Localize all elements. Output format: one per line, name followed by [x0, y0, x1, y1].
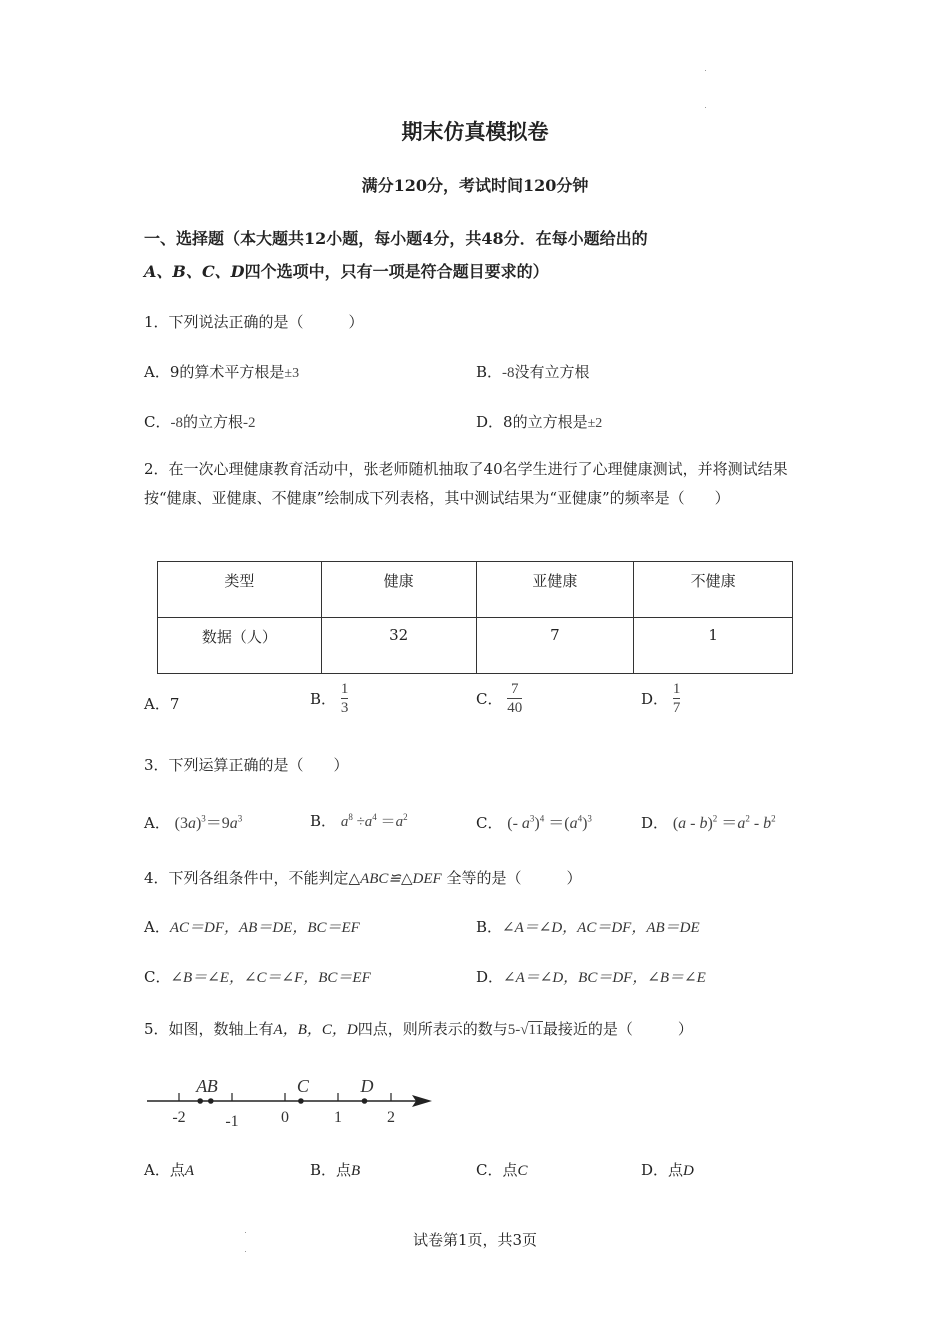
table-cell: 1	[634, 618, 793, 674]
option-label: C．	[476, 814, 503, 832]
section-heading-rest: 四个选项中，只有一项是符合题目要求的）	[244, 262, 549, 281]
q4-option-b	[476, 916, 700, 937]
q4-option-c	[144, 966, 371, 987]
q1-option-d	[476, 411, 602, 432]
q5-option-d	[641, 1159, 694, 1180]
numerator: 1	[672, 681, 681, 697]
q2-option-c	[476, 680, 522, 717]
option-math: $(3a)^3=9a^3$	[174, 813, 243, 832]
q3-stem: 3．下列运算正确的是（ ）	[144, 756, 349, 774]
option-text: 点	[668, 1161, 684, 1179]
option-point: A	[184, 1163, 195, 1179]
axis-tick-label: 1	[334, 1109, 342, 1126]
table-header-cell: 不健康	[634, 562, 793, 618]
option-label: C．	[476, 1161, 503, 1179]
table-header-cell: 类型	[158, 562, 322, 618]
scan-mark	[705, 107, 706, 108]
table-header-cell: 亚健康	[476, 562, 634, 618]
q2-option-b	[310, 680, 348, 717]
option-label: A．	[144, 695, 170, 713]
page-title: 期末仿真模拟卷	[401, 119, 549, 144]
section-heading-line1: 一、选择题（本大题共12小题，每小题4分，共48分．在每小题给出的	[144, 229, 648, 248]
q1-stem: 1．下列说法正确的是（ ）	[144, 313, 364, 331]
q2-option-a	[144, 693, 179, 714]
stem-math: 11	[528, 1022, 543, 1038]
stem-text: 四点，则所表示的数与	[357, 1020, 508, 1038]
q2-data-table	[157, 561, 793, 674]
option-label: B．	[310, 690, 337, 708]
axis-tick-label: 0	[281, 1109, 289, 1126]
option-math: ±3	[284, 366, 300, 381]
q1-option-a	[144, 361, 299, 382]
point-label-a: A	[196, 1076, 208, 1096]
axis-tick-label: -1	[225, 1113, 239, 1130]
point-a	[197, 1098, 203, 1104]
scan-mark	[245, 1251, 246, 1252]
option-label: A．	[144, 363, 170, 381]
q4-stem	[144, 867, 581, 888]
option-math: $(a - b)^2 =a^2 - b^2$	[672, 813, 776, 832]
stem-text: 4．下列各组条件中，不能判定△	[144, 869, 361, 887]
stem-math: ABC≌△DEF	[360, 871, 442, 887]
option-text: 8的立方根是	[503, 413, 588, 431]
option-math: AC＝DF，AB＝DE，BC＝EF	[169, 920, 360, 936]
option-label: D．	[476, 413, 504, 431]
table-cell: 32	[321, 618, 476, 674]
option-label: A．	[144, 918, 170, 936]
sqrt-symbol: √	[520, 1022, 529, 1038]
q5-stem	[144, 1018, 693, 1039]
point-label-b: B	[206, 1076, 218, 1096]
axis-ticks	[172, 1093, 395, 1130]
q3-option-c	[476, 810, 592, 833]
table-cell: 7	[476, 618, 634, 674]
option-point: C	[517, 1163, 528, 1179]
stem-text: 最接近的是（ ）	[542, 1020, 693, 1038]
option-label: C．	[144, 413, 171, 431]
q5-option-a	[144, 1159, 194, 1180]
point-label-c: C	[296, 1076, 309, 1096]
option-math: ±2	[587, 416, 603, 431]
option-math: ∠A＝∠D，AC＝DF，AB＝DE	[502, 920, 700, 936]
option-label: C．	[476, 690, 503, 708]
option-label: B．	[476, 363, 503, 381]
option-math: (- $a^3)^4 =(a^4)^3$	[507, 813, 592, 832]
denominator: 40	[507, 700, 523, 716]
q4-option-a	[144, 916, 360, 937]
point-d	[362, 1098, 368, 1104]
q1-option-c	[144, 411, 256, 432]
option-math: ∠A＝∠D，BC＝DF，∠B＝∠E	[503, 970, 706, 986]
option-text: 9的算术平方根是	[169, 363, 285, 381]
option-math: -8	[170, 415, 183, 431]
q3-option-d	[641, 810, 776, 833]
option-label: A．	[144, 814, 170, 832]
axis-points	[195, 1076, 373, 1104]
option-math: $a^8 \div a^4 =a^2$	[340, 812, 408, 830]
table-cell: 数据（人）	[158, 618, 322, 674]
fraction	[507, 680, 522, 717]
option-text: 没有立方根	[514, 363, 590, 381]
q5-option-b	[310, 1159, 360, 1180]
option-text: 的立方根	[182, 413, 243, 431]
numerator: 1	[340, 681, 349, 697]
q3-option-a	[144, 810, 242, 833]
option-math: -8	[502, 365, 515, 381]
table-header-row	[158, 562, 793, 618]
q4-option-d	[476, 966, 706, 987]
option-point: B	[351, 1163, 361, 1179]
table-header-cell: 健康	[321, 562, 476, 618]
section-heading-line2	[144, 259, 549, 282]
option-text: 点	[169, 1161, 185, 1179]
option-label: C．	[144, 968, 171, 986]
fraction	[341, 680, 349, 717]
point-c	[298, 1098, 304, 1104]
table-row	[158, 618, 793, 674]
fraction	[673, 680, 681, 717]
option-text: 点	[336, 1161, 352, 1179]
option-label: D．	[641, 814, 669, 832]
option-label: D．	[641, 690, 669, 708]
q2-option-d	[641, 680, 680, 717]
option-point: D	[683, 1163, 694, 1179]
page-subtitle: 满分120分，考试时间120分钟	[361, 176, 589, 195]
option-label: D．	[641, 1161, 669, 1179]
axis-tick-label: 2	[387, 1109, 395, 1126]
option-text: 点	[502, 1161, 518, 1179]
section-option-letters: A、B、C、D	[144, 262, 245, 281]
option-label: A．	[144, 1161, 170, 1179]
axis-tick-label: -2	[172, 1109, 186, 1126]
denominator: 7	[672, 700, 681, 716]
option-label: B．	[310, 812, 337, 830]
option-value: 7	[169, 695, 180, 713]
q1-option-b	[476, 361, 590, 382]
stem-points: A，B，C，D	[273, 1022, 358, 1038]
q3-option-b	[310, 810, 408, 831]
option-label: D．	[476, 968, 504, 986]
stem-text: 5．如图，数轴上有	[144, 1020, 274, 1038]
option-math: ∠B＝∠E，∠C＝∠F，BC＝EF	[170, 970, 371, 986]
q2-stem: 2．在一次心理健康教育活动中，张老师随机抽取了40名学生进行了心理健康测试，并将测试结果按“健康、亚健康、不健康”绘制成下列表格，其中测试结果为“亚健康”的频率是（ ）	[144, 460, 788, 507]
stem-math: 5-	[507, 1022, 521, 1038]
option-label: B．	[476, 918, 503, 936]
point-label-d: D	[360, 1076, 374, 1096]
stem-text: 全等的是（ ）	[446, 869, 582, 887]
numerator: 7	[511, 681, 519, 697]
option-label: B．	[310, 1161, 337, 1179]
q5-option-c	[476, 1159, 528, 1180]
denominator: 3	[340, 700, 349, 716]
page-footer: 试卷第1页，共3页	[412, 1231, 538, 1249]
scan-mark	[705, 70, 706, 71]
option-math: -2	[243, 415, 256, 431]
point-b	[208, 1098, 214, 1104]
number-line	[140, 1065, 440, 1135]
